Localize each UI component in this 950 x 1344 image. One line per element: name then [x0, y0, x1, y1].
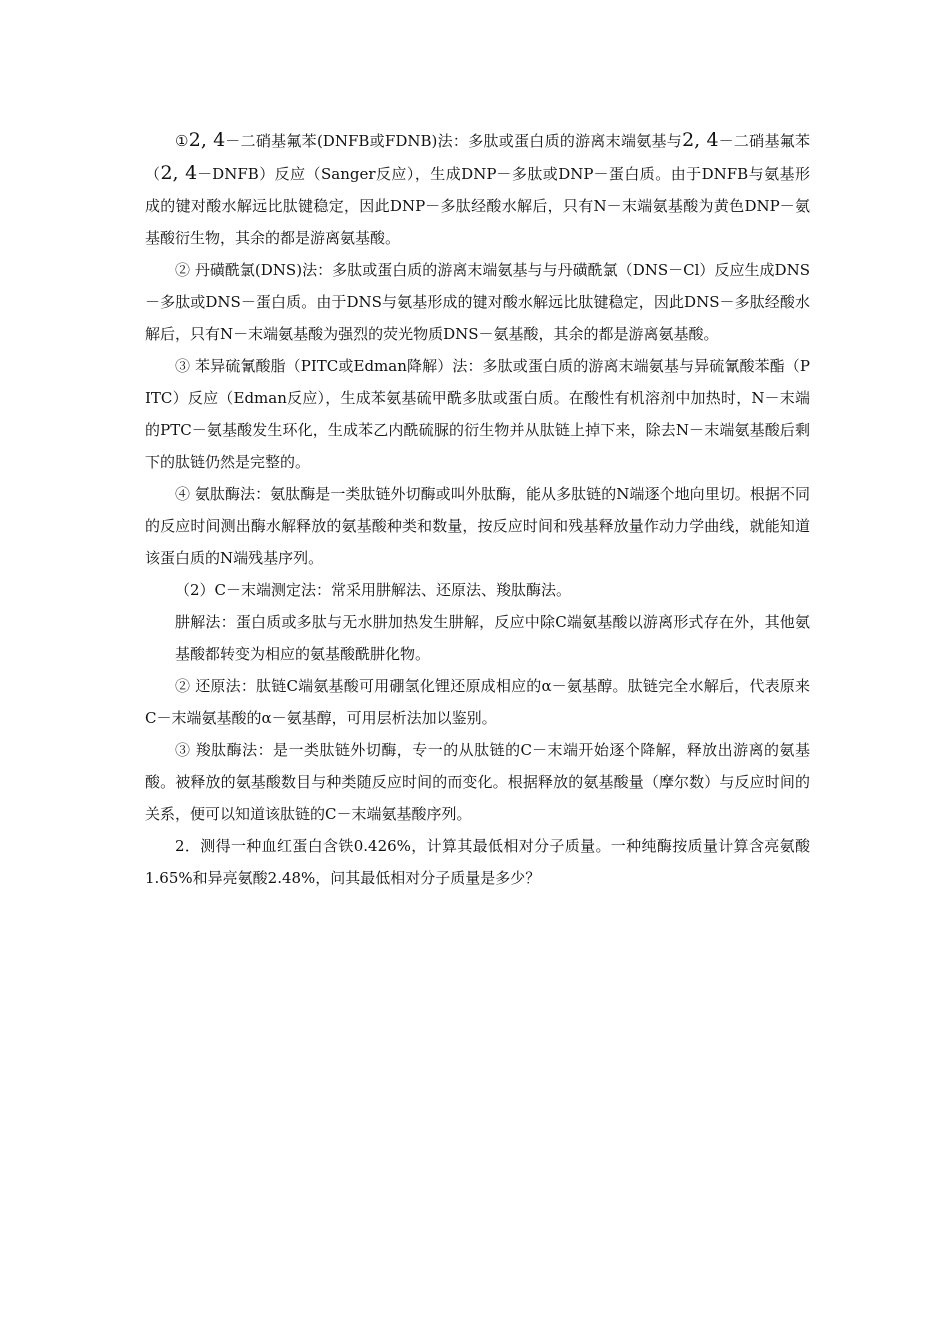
paragraph-aminopeptidase-method	[145, 478, 810, 574]
text-run: ③ 苯异硫氰酸脂（PITC或Edman降解）法：多肽或蛋白质的游离末端氨基与异硫氰酸苯酯（PITC）反应（Edman反应），生成苯氨基硫甲酰多肽或蛋白质。在酸性有机溶剂中加热时，N－末端的PTC－氨基酸发生环化，生成苯乙内酰硫脲的衍生物并从肽链上掉下来，除去N－末端氨基酸后剩下的肽链仍然是完整的。	[145, 357, 810, 471]
text-run: 肼解法：蛋白质或多肽与无水肼加热发生肼解，反应中除C端氨基酸以游离形式存在外，其他氨基酸都转变为相应的氨基酸酰肼化物。	[175, 613, 810, 663]
paragraph-hydrazinolysis	[145, 606, 810, 670]
formula-2-4: 2, 4	[682, 129, 719, 151]
text-run: －DNFB）反应（Sanger反应），生成DNP－多肽或DNP－蛋白质。由于DNFB与氨基形成的键对酸水解远比肽键稳定，因此DNP－多肽经酸水解后，只有N－末端氨基酸为黄色DNP－氨基酸衍生物，其余的都是游离氨基酸。	[145, 165, 810, 247]
formula-2-4: 2, 4	[188, 129, 226, 151]
paragraph-reduction-method	[145, 670, 810, 734]
formula-2-4: 2, 4	[160, 162, 198, 184]
text-run: －二硝基氟苯（	[145, 132, 811, 183]
text-run: （2）C－末端测定法：常采用肼解法、还原法、羧肽酶法。	[175, 581, 572, 599]
paragraph-pitc-method	[145, 350, 810, 478]
document-body	[145, 124, 810, 894]
paragraph-dnfb-method	[145, 124, 810, 254]
text-run: ② 还原法：肽链C端氨基酸可用硼氢化锂还原成相应的α－氨基醇。肽链完全水解后，代表原来C－末端氨基酸的α－氨基醇，可用层析法加以鉴别。	[145, 677, 810, 727]
paragraph-carboxypeptidase-method	[145, 734, 810, 830]
paragraph-c-terminal-heading	[145, 574, 810, 606]
text-run: ③ 羧肽酶法：是一类肽链外切酶，专一的从肽链的C－末端开始逐个降解，释放出游离的氨基酸。被释放的氨基酸数目与种类随反应时间的而变化。根据释放的氨基酸量（摩尔数）与反应时间的关系，便可以知道该肽链的C－末端氨基酸序列。	[145, 741, 810, 823]
paragraph-question-2	[145, 830, 810, 894]
text-run: 2．测得一种血红蛋白含铁0.426%，计算其最低相对分子质量。一种纯酶按质量计算含亮氨酸1.65%和异亮氨酸2.48%，问其最低相对分子质量是多少？	[145, 837, 810, 887]
text-run: －二硝基氟苯(DNFB或FDNB)法：多肽或蛋白质的游离末端氨基与	[225, 132, 683, 150]
text-run: ④ 氨肽酶法：氨肽酶是一类肽链外切酶或叫外肽酶，能从多肽链的N端逐个地向里切。根据不同的反应时间测出酶水解释放的氨基酸种类和数量，按反应时间和残基释放量作动力学曲线，就能知道该蛋白质的N端残基序列。	[145, 485, 810, 567]
text-run: ② 丹磺酰氯(DNS)法：多肽或蛋白质的游离末端氨基与与丹磺酰氯（DNS－Cl）反应生成DNS－多肽或DNS－蛋白质。由于DNS与氨基形成的键对酸水解远比肽键稳定，因此DNS－多肽经酸水解后，只有N－末端氨基酸为强烈的荧光物质DNS－氨基酸，其余的都是游离氨基酸。	[145, 261, 810, 343]
paragraph-dns-method	[145, 254, 810, 350]
text-run: ①	[175, 132, 189, 150]
